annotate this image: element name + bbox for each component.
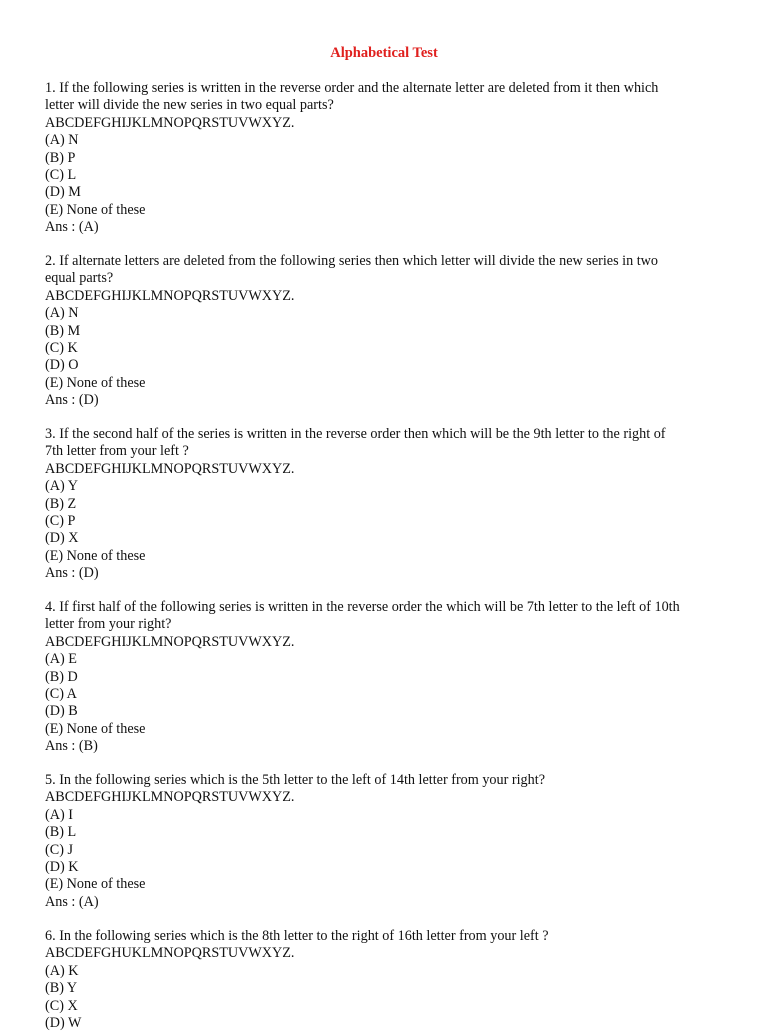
option-c: (C) K [45, 340, 78, 357]
question-stem-line: 6. In the following series which is the 8th letter to the right of 16th letter from your left ? [45, 928, 549, 944]
question-stem-line: 7th letter from your left ? [45, 443, 189, 460]
question-stem-line: 4. If first half of the following series is written in the reverse order the which will be 7th letter to the left of 10th [45, 599, 680, 615]
letter-series: ABCDEFGHIJKLMNOPQRSTUVWXYZ. [45, 633, 295, 650]
option-c: (C) L [45, 167, 77, 184]
question-stem-line: letter will divide the new series in two equal parts? [45, 97, 334, 114]
option-b: (B) L [45, 824, 77, 841]
question-stem-line: equal parts? [45, 270, 114, 287]
question-stem-line: 5. In the following series which is the 5th letter to the left of 14th letter from your right? [45, 772, 545, 788]
question-stem-line: 2. If alternate letters are deleted from the following series then which letter will divide the new series in two [45, 253, 659, 269]
letter-series: ABCDEFGHUKLMNOPQRSTUVWXYZ. [45, 945, 295, 962]
option-b: (B) P [45, 149, 76, 166]
option-a: (A) K [45, 962, 79, 979]
document-title: Alphabetical Test [330, 45, 438, 61]
question-2 [45, 253, 715, 410]
option-c: (C) P [45, 513, 76, 530]
option-a: (A) N [45, 305, 79, 322]
question-6 [45, 928, 715, 1032]
answer: Ans : (A) [45, 893, 99, 910]
option-a: (A) E [45, 651, 77, 668]
option-e: (E) None of these [45, 876, 146, 893]
letter-series: ABCDEFGHIJKLMNOPQRSTUVWXYZ. [45, 789, 295, 806]
option-b: (B) Z [45, 495, 77, 512]
option-c: (C) A [45, 686, 77, 703]
option-e: (E) None of these [45, 720, 146, 737]
option-a: (A) N [45, 132, 79, 149]
letter-series: ABCDEFGHIJKLMNOPQRSTUVWXYZ. [45, 460, 295, 477]
option-d: (D) K [45, 859, 79, 876]
option-d: (D) X [45, 530, 79, 547]
question-4 [45, 599, 715, 756]
option-b: (B) D [45, 668, 78, 685]
answer: Ans : (B) [45, 738, 98, 755]
question-1 [45, 80, 715, 237]
option-a: (A) I [45, 806, 73, 823]
option-e: (E) None of these [45, 547, 146, 564]
question-3 [45, 426, 715, 583]
answer: Ans : (D) [45, 565, 99, 582]
option-b: (B) Y [45, 980, 78, 997]
option-e: (E) None of these [45, 201, 146, 218]
letter-series: ABCDEFGHIJKLMNOPQRSTUVWXYZ. [45, 287, 295, 304]
letter-series: ABCDEFGHIJKLMNOPQRSTUVWXYZ. [45, 114, 295, 131]
option-a: (A) Y [45, 478, 78, 495]
option-d: (D) B [45, 703, 78, 720]
option-c: (C) X [45, 997, 78, 1014]
option-b: (B) M [45, 322, 81, 339]
answer: Ans : (D) [45, 392, 99, 409]
answer: Ans : (A) [45, 219, 99, 236]
question-5 [45, 772, 715, 911]
question-stem-line: 3. If the second half of the series is written in the reverse order then which will be the 9th letter to the right of [45, 426, 666, 442]
option-d: (D) O [45, 357, 79, 374]
option-d: (D) W [45, 1015, 82, 1032]
option-d: (D) M [45, 184, 81, 201]
question-stem-line: 1. If the following series is written in the reverse order and the alternate letter are deleted from it then which [45, 80, 659, 96]
option-c: (C) J [45, 841, 73, 858]
option-e: (E) None of these [45, 374, 146, 391]
question-stem-line: letter from your right? [45, 616, 172, 633]
